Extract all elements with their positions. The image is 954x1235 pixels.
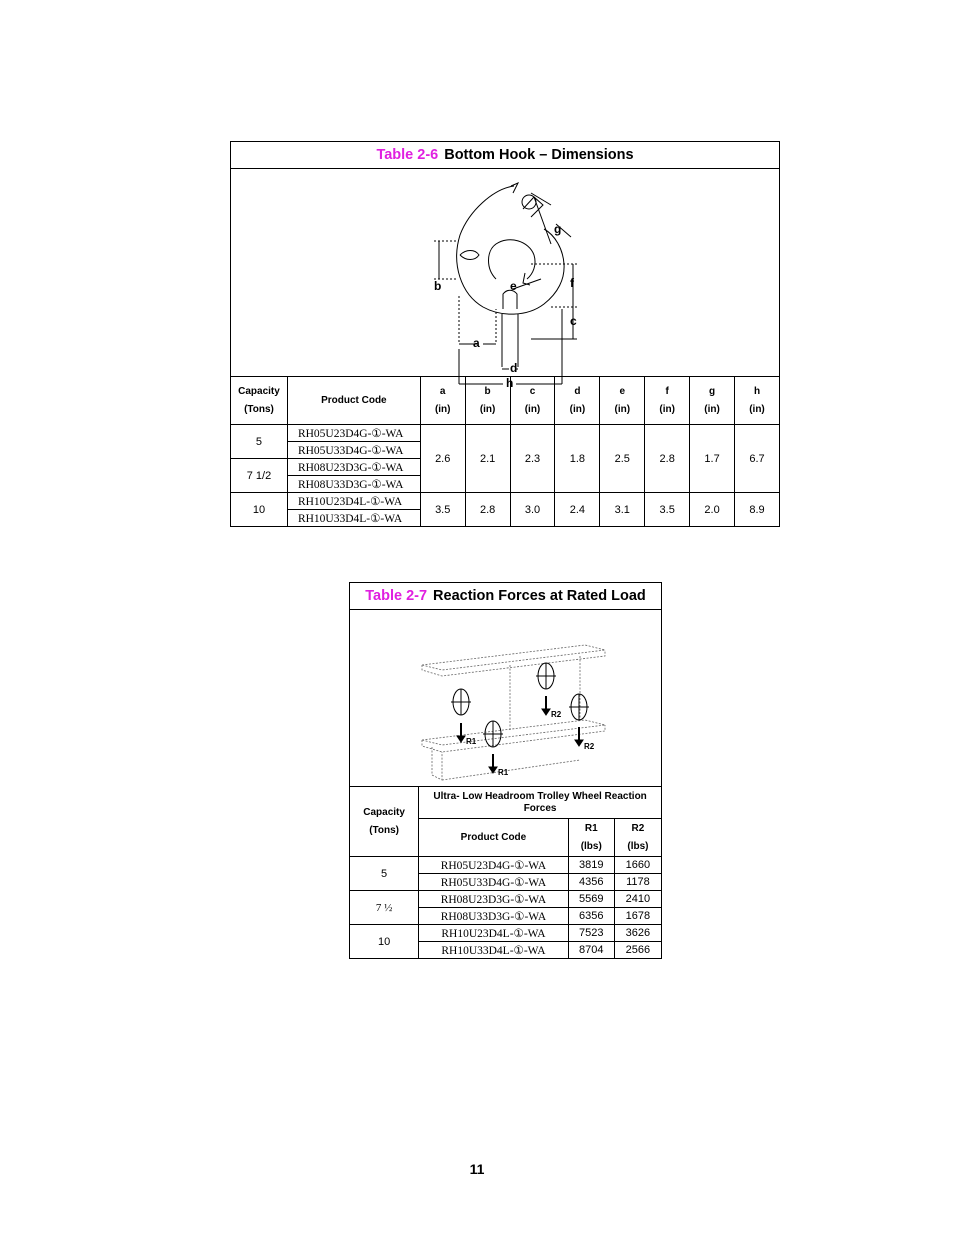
header-product-code: Product Code — [419, 819, 568, 857]
r2-cell: 2410 — [614, 891, 661, 908]
value-cell: 2.3 — [510, 425, 555, 493]
hook-diagram-cell — [231, 169, 780, 390]
r1-cell: 3819 — [568, 857, 614, 874]
value-cell: 3.0 — [510, 493, 555, 527]
table-title-text: Reaction Forces at Rated Load — [433, 588, 646, 604]
r2-cell: 1178 — [614, 874, 661, 891]
table-number: Table 2-6 — [376, 147, 439, 163]
header-capacity: Capacity (Tons) — [231, 377, 288, 425]
r2-cell: 3626 — [614, 925, 661, 942]
r1-cell: 6356 — [568, 908, 614, 925]
table-title — [350, 583, 662, 610]
capacity-cell: 7 ½ — [350, 891, 419, 925]
label-a: a — [473, 336, 480, 350]
product-code-cell: RH10U33D4L-①-WA — [287, 510, 420, 527]
header-dim-h: h (in) — [735, 377, 780, 425]
header-reaction-forces: Ultra- Low Headroom Trolley Wheel Reaction Forces — [419, 787, 662, 819]
header-capacity: Capacity (Tons) — [350, 787, 419, 857]
label-c: c — [570, 314, 577, 328]
header-r2: R2 (lbs) — [614, 819, 661, 857]
value-cell: 6.7 — [735, 425, 780, 493]
label-b: b — [434, 279, 442, 293]
product-code-cell: RH08U33D3G-①-WA — [419, 908, 568, 925]
label-e: e — [510, 279, 517, 293]
product-code-cell: RH08U23D3G-①-WA — [419, 891, 568, 908]
value-cell: 1.8 — [555, 425, 600, 493]
value-cell: 2.1 — [465, 425, 510, 493]
label-f: f — [570, 276, 574, 290]
label-h: h — [506, 376, 514, 390]
product-code-cell: RH10U23D4L-①-WA — [419, 925, 568, 942]
r2-cell: 1678 — [614, 908, 661, 925]
r1-cell: 5569 — [568, 891, 614, 908]
value-cell: 2.0 — [690, 493, 735, 527]
r1-cell: 4356 — [568, 874, 614, 891]
value-cell: 2.5 — [600, 425, 645, 493]
value-cell: 2.6 — [420, 425, 465, 493]
table-number: Table 2-7 — [365, 588, 428, 604]
product-code-cell: RH05U23D4G-①-WA — [287, 425, 420, 442]
value-cell: 1.7 — [690, 425, 735, 493]
value-cell: 3.5 — [420, 493, 465, 527]
value-cell: 2.8 — [465, 493, 510, 527]
product-code-cell: RH05U33D4G-①-WA — [419, 874, 568, 891]
product-code-cell: RH10U23D4L-①-WA — [287, 493, 420, 510]
header-dim-a: a (in) — [420, 377, 465, 425]
header-dim-d: d (in) — [555, 377, 600, 425]
trolley-diagram — [350, 610, 661, 786]
header-product-code: Product Code — [287, 377, 420, 425]
label-r1-b: R1 — [498, 768, 509, 777]
product-code-cell: RH08U23D3G-①-WA — [287, 459, 420, 476]
header-dim-e: e (in) — [600, 377, 645, 425]
r2-cell: 1660 — [614, 857, 661, 874]
header-r1: R1 (lbs) — [568, 819, 614, 857]
capacity-cell: 5 — [231, 425, 288, 459]
label-r2-a: R2 — [551, 710, 562, 719]
capacity-cell: 10 — [350, 925, 419, 959]
table-title — [231, 142, 780, 169]
label-g: g — [554, 222, 562, 236]
value-cell: 2.4 — [555, 493, 600, 527]
product-code-cell: RH05U23D4G-①-WA — [419, 857, 568, 874]
label-r1-a: R1 — [466, 737, 477, 746]
product-code-cell: RH10U33D4L-①-WA — [419, 942, 568, 959]
table-reaction-forces — [349, 582, 662, 959]
capacity-cell: 5 — [350, 857, 419, 891]
value-cell: 3.5 — [645, 493, 690, 527]
page-number: 11 — [469, 1161, 485, 1177]
value-cell: 8.9 — [735, 493, 780, 527]
label-r2-b: R2 — [584, 742, 595, 751]
header-dim-b: b (in) — [465, 377, 510, 425]
r1-cell: 8704 — [568, 942, 614, 959]
product-code-cell: RH08U33D3G-①-WA — [287, 476, 420, 493]
capacity-cell: 7 1/2 — [231, 459, 288, 493]
header-dim-g: g (in) — [690, 377, 735, 425]
label-d: d — [510, 361, 518, 375]
hook-diagram — [231, 169, 779, 390]
value-cell: 3.1 — [600, 493, 645, 527]
r2-cell: 2566 — [614, 942, 661, 959]
value-cell: 2.8 — [645, 425, 690, 493]
header-dim-c: c (in) — [510, 377, 555, 425]
trolley-diagram-cell — [350, 610, 662, 787]
product-code-cell: RH05U33D4G-①-WA — [287, 442, 420, 459]
table-title-text: Bottom Hook – Dimensions — [444, 147, 634, 163]
header-dim-f: f (in) — [645, 377, 690, 425]
r1-cell: 7523 — [568, 925, 614, 942]
capacity-cell: 10 — [231, 493, 288, 527]
table-bottom-hook-dimensions — [230, 141, 780, 527]
